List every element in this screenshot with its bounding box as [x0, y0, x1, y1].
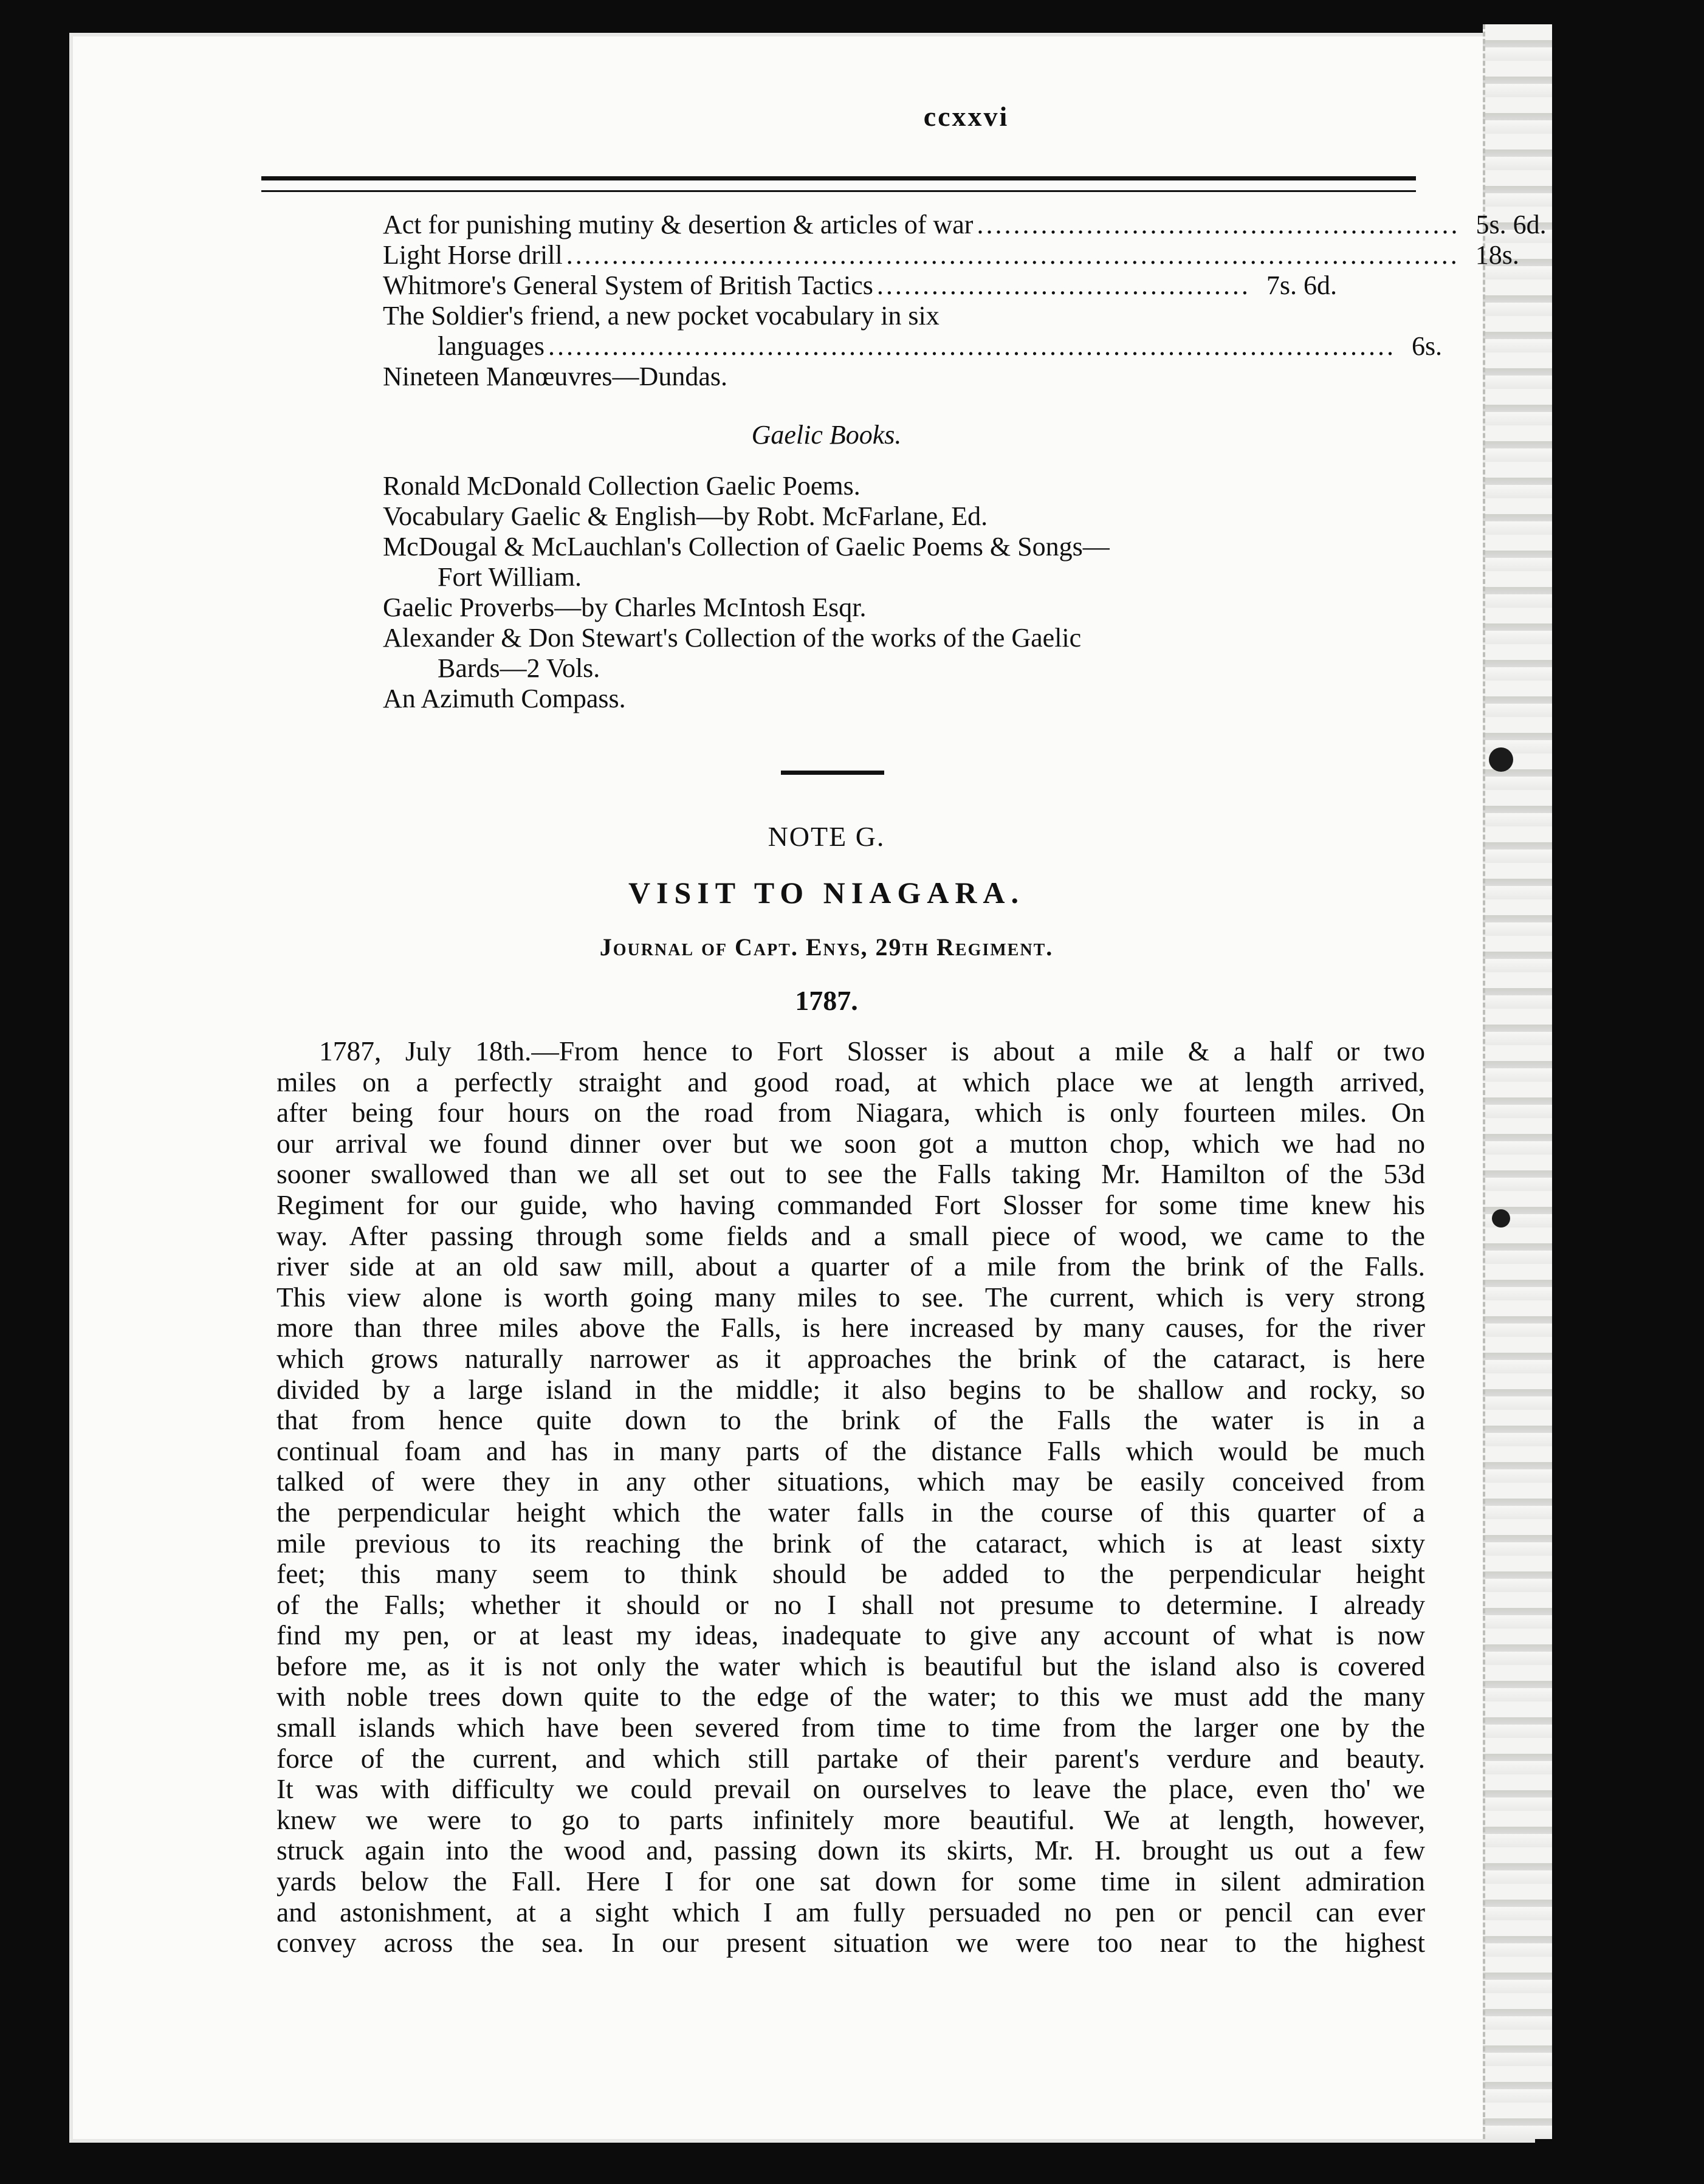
year-heading: 1787. [795, 985, 858, 1016]
text-line: continual foam and has in many parts of the distance Falls which would be much [277, 1435, 1425, 1466]
text-line: find my pen, or at least my ideas, inadequate to give any account of what is now [277, 1619, 1425, 1651]
text-line: convey across the sea. In our present situation we were too near to the highest [277, 1927, 1425, 1959]
leader-dots: .................................................................................................. [566, 240, 1460, 270]
text-line: before me, as it is not only the water which is beautiful but the island also is covered [277, 1650, 1425, 1681]
text-line: struck again into the wood and, passing down its skirts, Mr. H. brought us out a few [277, 1835, 1425, 1866]
list-item-continuation: Bards—2 Vols. [438, 653, 600, 683]
text-line: Regiment for our guide, who having commanded Fort Slosser for some time knew his [277, 1189, 1425, 1220]
text-line: small islands which have been severed from time to time from the larger one by the [277, 1712, 1425, 1743]
leader-dots: ..................................................... [977, 210, 1460, 239]
text-line: mile previous to its reaching the brink of the cataract, which is at least sixty [277, 1527, 1425, 1559]
ink-spot [1492, 1209, 1510, 1228]
ink-spot [1489, 747, 1513, 772]
book-title-continuation: languages [438, 331, 545, 361]
gaelic-book-list [383, 471, 1307, 714]
text-line: the perpendicular height which the water falls in the course of this quarter of a [277, 1496, 1425, 1528]
text-line: river side at an old saw mill, about a quarter of a mile from the brink of the Falls. [277, 1251, 1425, 1282]
text-line: of the Falls; whether it should or no I shall not presume to determine. I already [277, 1588, 1425, 1620]
book-title: Act for punishing mutiny & desertion & articles of war [383, 210, 974, 239]
list-item: Alexander & Don Stewart's Collection of the works of the Gaelic [383, 623, 1082, 653]
text-line: yards below the Fall. Here I for one sat down for some time in silent admiration [277, 1866, 1425, 1897]
text-line: with noble trees down quite to the edge of the water; to this we must add the many [277, 1681, 1425, 1712]
text-line: miles on a perfectly straight and good road, at which place we at length arrived, [277, 1066, 1425, 1097]
text-line: 1787, July 18th.—From hence to Fort Slosser is about a mile & a half or two [319, 1035, 1425, 1066]
list-item: Gaelic Proverbs—by Charles McIntosh Esqr. [383, 592, 867, 622]
text-line: that from hence quite down to the brink of the Falls the water is in a [277, 1404, 1425, 1436]
text-line: This view alone is worth going many miles to see. The current, which is very strong [277, 1281, 1425, 1313]
list-item: Vocabulary Gaelic & English—by Robt. McFarlane, Ed. [383, 501, 988, 531]
section-divider [781, 771, 884, 775]
text-line: our arrival we found dinner over but we soon got a mutton chop, which we had no [277, 1127, 1425, 1159]
text-line: and astonishment, at a sight which I am fully persuaded no pen or pencil can ever [277, 1896, 1425, 1928]
list-item [383, 362, 1270, 392]
list-item-continuation: Fort William. [438, 562, 582, 592]
list-item: McDougal & McLauchlan's Collection of Gaelic Poems & Songs— [383, 532, 1110, 561]
text-line: talked of were they in any other situations, which may be easily conceived from [277, 1466, 1425, 1497]
list-item: An Azimuth Compass. [383, 684, 626, 713]
text-line: divided by a large island in the middle; it also begins to be shallow and rocky, so [277, 1373, 1425, 1405]
header-rule [261, 176, 1416, 192]
book-list [383, 210, 1547, 392]
article-title: VISIT TO NIAGARA. [628, 876, 1025, 910]
book-price: 5s. 6d. [1476, 210, 1547, 239]
gaelic-heading: Gaelic Books. [751, 420, 902, 450]
text-line: It was with difficulty we could prevail on ourselves to leave the place, even tho' we [277, 1773, 1425, 1805]
list-item [383, 210, 1547, 240]
text-line: after being four hours on the road from Niagara, which is only fourteen miles. On [277, 1097, 1425, 1128]
leader-dots: ......................................... [876, 270, 1251, 300]
text-line: sooner swallowed than we all set out to see the Falls taking Mr. Hamilton of the 53d [277, 1158, 1425, 1190]
list-item [383, 240, 1519, 270]
book-title: Light Horse drill [383, 240, 563, 270]
leader-dots: ............................................................................................. [548, 331, 1396, 361]
text-line: knew we were to go to parts infinitely more beautiful. We at length, however, [277, 1804, 1425, 1835]
book-title: The Soldier's friend, a new pocket vocabulary in six [383, 301, 940, 331]
book-title: Nineteen Manœuvres—Dundas. [383, 362, 727, 391]
note-label: NOTE G. [768, 821, 885, 852]
journal-body [277, 1036, 1425, 1959]
text-line: force of the current, and which still partake of their parent's verdure and beauty. [277, 1742, 1425, 1774]
list-item [383, 331, 1443, 362]
text-line: feet; this many seem to think should be added to the perpendicular height [277, 1558, 1425, 1590]
book-price: 7s. 6d. [1266, 270, 1337, 300]
list-item: Ronald McDonald Collection Gaelic Poems. [383, 471, 861, 501]
list-item [383, 270, 1337, 301]
book-price: 18s. [1475, 240, 1519, 270]
text-line: way. After passing through some fields and a small piece of wood, we came to the [277, 1220, 1425, 1251]
list-item [383, 301, 1270, 331]
book-price: 6s. [1411, 331, 1443, 361]
text-line: more than three miles above the Falls, is here increased by many causes, for the river [277, 1312, 1425, 1344]
text-line: which grows naturally narrower as it approaches the brink of the cataract, is here [277, 1342, 1425, 1374]
book-title: Whitmore's General System of British Tactics [383, 270, 873, 300]
page-folio: ccxxvi [923, 101, 1009, 132]
journal-subtitle: Journal of Capt. Enys, 29th Regiment. [599, 933, 1054, 961]
